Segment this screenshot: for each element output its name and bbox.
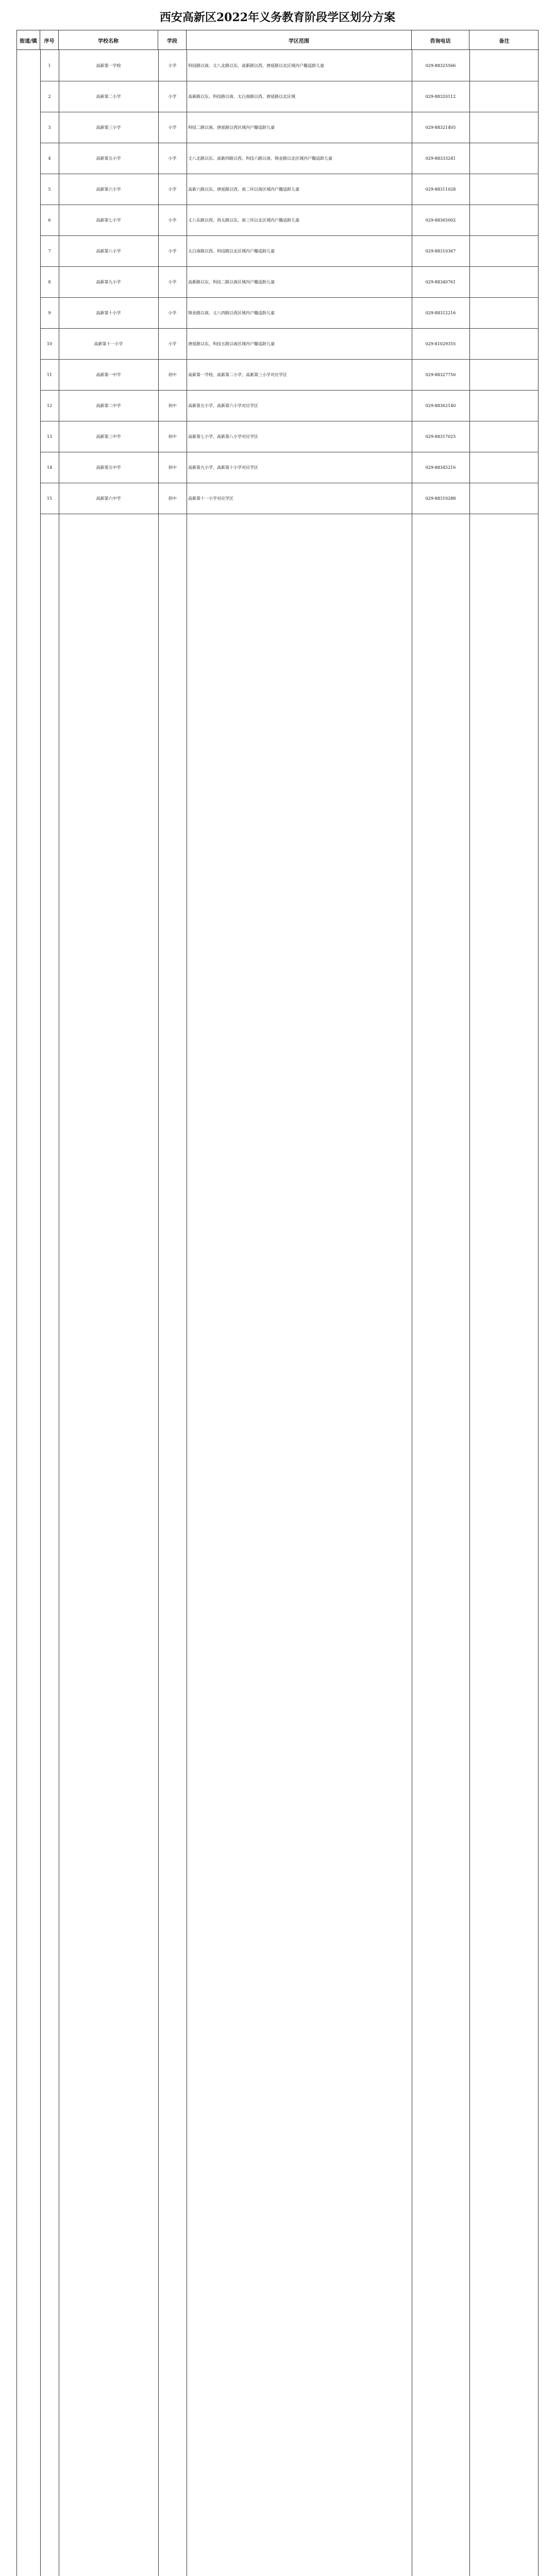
header-area: 学区范围 <box>187 30 412 50</box>
district-area: 高新路以东、科技路以南、太白南路以西、唐延路以北区域 <box>188 94 295 99</box>
school-type: 小学 <box>168 217 177 223</box>
school-type: 小学 <box>168 63 177 68</box>
remarks <box>469 452 538 483</box>
school-district-table <box>16 30 539 2576</box>
school-name: 高新第六中学 <box>96 496 121 501</box>
row-num: 6 <box>48 217 51 223</box>
school-type: 小学 <box>168 279 177 284</box>
remarks <box>469 174 538 205</box>
district-area: 丈八北路以东、高新四路以西、科技六路以南、锦业路以北区域内户籍适龄儿童 <box>188 156 332 161</box>
school-type: 小学 <box>168 248 177 253</box>
district-area: 高新第十一小学对应学区 <box>188 496 233 501</box>
school-type: 初中 <box>168 372 177 377</box>
row-num: 5 <box>48 187 51 192</box>
school-name: 高新第三中学 <box>96 434 121 439</box>
document-title: 西安高新区2022年义务教育阶段学区划分方案 <box>159 11 396 24</box>
district-area: 高新第七小学、高新第八小学对应学区 <box>188 434 258 439</box>
school-name: 高新第六小学 <box>96 187 121 192</box>
contact-phone: 029-88321405 <box>425 125 456 130</box>
school-type: 小学 <box>168 125 177 130</box>
remarks <box>469 50 538 81</box>
school-type: 初中 <box>168 465 177 470</box>
district-area: 高新路以东、科技二路以南区域内户籍适龄儿童 <box>188 279 275 284</box>
row-num: 9 <box>48 310 51 315</box>
row-num: 8 <box>48 279 51 284</box>
school-name: 高新第五小学 <box>96 156 121 161</box>
school-name: 高新第八小学 <box>96 248 121 253</box>
header-school: 学校名称 <box>59 30 158 50</box>
contact-phone: 029-88310367 <box>425 248 456 253</box>
row-num: 1 <box>48 63 51 68</box>
school-type: 初中 <box>168 496 177 501</box>
header-num: 序号 <box>40 30 59 50</box>
contact-phone: 029-88327750 <box>425 372 456 377</box>
district-area: 唐延路以东、科技五路以南区域内户籍适龄儿童 <box>188 341 275 346</box>
contact-phone: 029-88317025 <box>425 434 456 439</box>
contact-phone: 029-88310288 <box>425 496 456 501</box>
row-num: 4 <box>48 156 51 161</box>
header-note: 备注 <box>499 38 510 44</box>
header-phone: 咨询电话 <box>412 30 469 50</box>
school-type: 初中 <box>168 403 177 408</box>
school-name: 高新第五中学 <box>96 465 121 470</box>
contact-phone: 029-88333241 <box>425 156 456 161</box>
remarks <box>469 359 538 390</box>
district-area: 科技二路以南、唐延路以西区域内户籍适龄儿童 <box>188 125 275 130</box>
contact-phone: 029-88340761 <box>425 279 456 284</box>
row-num: 10 <box>46 341 53 346</box>
school-type: 小学 <box>168 187 177 192</box>
remarks <box>469 483 538 514</box>
remarks <box>469 112 538 143</box>
school-type: 小学 <box>168 94 177 99</box>
remarks <box>469 81 538 112</box>
row-num: 13 <box>46 434 53 439</box>
school-type: 小学 <box>168 341 177 346</box>
table-header <box>17 30 539 50</box>
school-type: 小学 <box>168 310 177 315</box>
school-name: 高新第一中学 <box>96 372 121 377</box>
contact-phone: 029-88362140 <box>425 403 456 408</box>
school-name: 高新第十小学 <box>96 310 121 315</box>
row-num: 7 <box>48 248 51 253</box>
school-name: 高新第二中学 <box>96 403 121 408</box>
school-name: 高新第二小学 <box>96 94 121 99</box>
contact-phone: 029-88320112 <box>425 94 456 99</box>
row-num: 2 <box>48 94 51 99</box>
remarks <box>469 421 538 452</box>
remarks <box>469 328 538 359</box>
header-type: 学段 <box>158 30 187 50</box>
remarks <box>469 235 538 266</box>
district-area: 太白南路以西、科技路以北区域内户籍适龄儿童 <box>188 248 275 253</box>
district-area: 高新第一学校、高新第二小学、高新第三小学对应学区 <box>188 372 287 377</box>
school-name: 高新第十一小学 <box>94 341 123 346</box>
contact-phone: 029-88365002 <box>425 217 456 223</box>
school-type: 初中 <box>168 434 177 439</box>
school-name: 高新第九小学 <box>96 279 121 284</box>
row-num: 12 <box>46 403 53 408</box>
contact-phone: 029-81029355 <box>425 341 456 346</box>
remarks <box>469 390 538 421</box>
row-num: 14 <box>46 465 53 470</box>
contact-phone: 029-88345216 <box>425 465 456 470</box>
remarks <box>469 266 538 297</box>
contact-phone: 029-88311028 <box>425 187 456 192</box>
remarks <box>469 297 538 328</box>
row-num: 3 <box>48 125 51 130</box>
contact-phone: 029-88325566 <box>425 63 456 68</box>
school-name: 高新第七小学 <box>96 217 121 223</box>
district-area: 高新第九小学、高新第十小学对应学区 <box>188 465 258 470</box>
row-num: 15 <box>46 496 53 501</box>
school-name: 高新第三小学 <box>96 125 121 130</box>
district-area: 高新六路以东、唐延路以西、南二环以南区域内户籍适龄儿童 <box>188 187 299 192</box>
remarks <box>469 205 538 235</box>
district-area: 高新第五小学、高新第六小学对应学区 <box>188 403 258 408</box>
district-area: 锦业路以南、丈八四路以西区域内户籍适龄儿童 <box>188 310 275 315</box>
row-num: 11 <box>46 372 53 377</box>
header-district: 街道/镇 <box>17 30 40 50</box>
district-area: 丈八东路以西、西太路以东、南三环以北区域内户籍适龄儿童 <box>188 217 299 223</box>
school-name: 高新第一学校 <box>96 63 121 68</box>
remarks <box>469 143 538 174</box>
district-area: 科技路以南、丈八北路以东、高新路以西、唐延路以北区域内户籍适龄儿童 <box>188 63 324 68</box>
contact-phone: 029-88312216 <box>425 310 456 315</box>
document-page <box>16 0 539 2576</box>
school-type: 小学 <box>168 156 177 161</box>
